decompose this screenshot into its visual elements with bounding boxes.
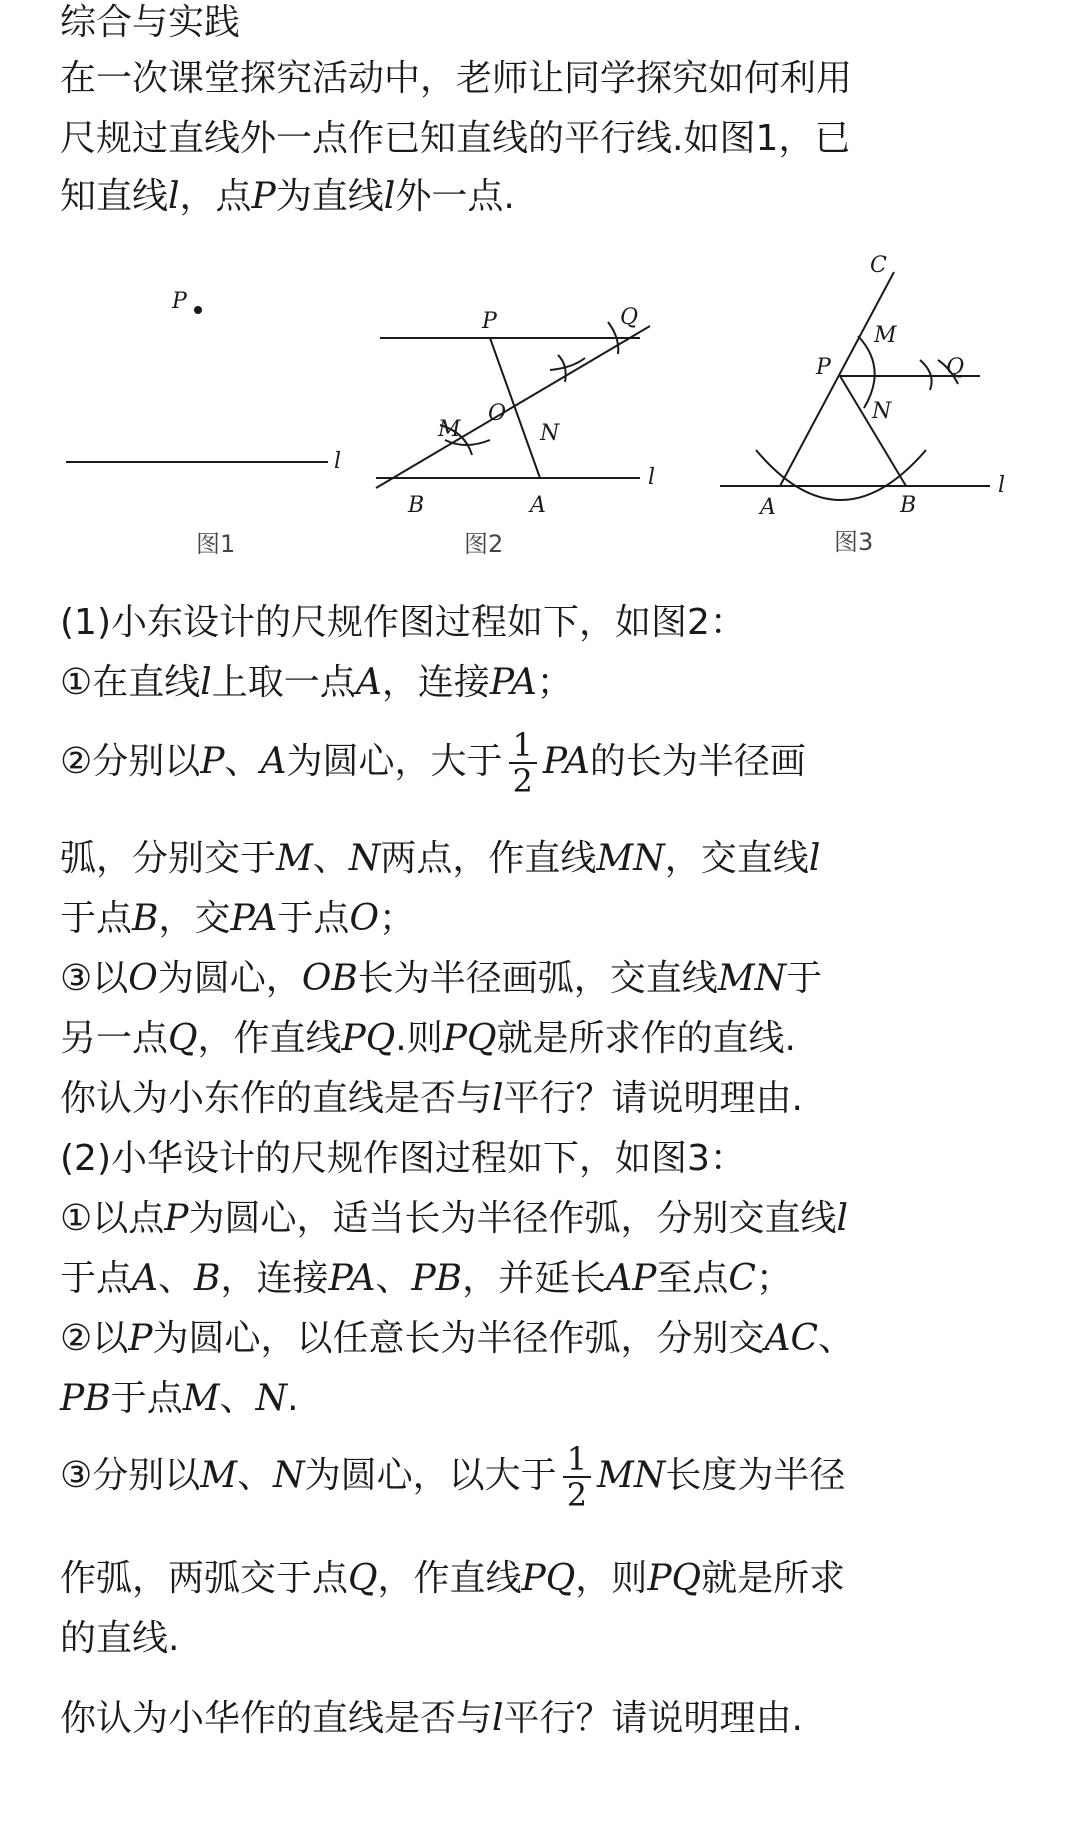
var-Q: Q (168, 1018, 198, 1059)
section-title: 综合与实践 (60, 2, 241, 43)
var-MN: MN (717, 958, 787, 999)
var-O: O (128, 958, 158, 999)
text: 于点 (110, 1378, 183, 1419)
var-AC: AC (764, 1318, 819, 1359)
text: 你认为小华作的直线是否与 (60, 1698, 493, 1739)
var-N: N (348, 838, 381, 879)
frac-num: 1 (563, 1442, 591, 1478)
text: ，交直线 (664, 838, 809, 879)
text: ，作直线 (377, 1558, 522, 1599)
var-P: P (251, 176, 276, 217)
var-AP: AP (606, 1258, 657, 1299)
text: 长为半径画弧，交直线 (357, 958, 718, 999)
part1-step3-line1 (60, 956, 822, 1002)
text: 就是所求作的直线. (496, 1018, 796, 1059)
fig3-label-B: B (900, 493, 917, 518)
text: ，作直线 (197, 1018, 342, 1059)
fig3-label-l: l (998, 473, 1006, 498)
var-PQ: PQ (442, 1018, 497, 1059)
text: 为直线 (275, 176, 384, 217)
fig3-arc-MN (858, 336, 875, 408)
text: 、 (219, 1378, 256, 1419)
var-l: l (836, 1198, 849, 1239)
part2-step1-line2 (60, 1256, 792, 1302)
part1-step2-line1 (60, 722, 806, 802)
part2-step3-line2 (60, 1556, 845, 1602)
fig2-label-l: l (648, 465, 656, 490)
text: ； (755, 1258, 792, 1299)
part2-question (60, 1696, 803, 1742)
text: ，点 (179, 176, 252, 217)
text: 、 (158, 1258, 195, 1299)
fig3-label-C: C (870, 253, 887, 278)
figure-3 (720, 272, 990, 500)
fig2-label-O: O (488, 401, 507, 426)
var-MN: MN (597, 1455, 666, 1496)
text: ，连接 (381, 662, 490, 703)
part2-heading: (2)小华设计的尺规作图过程如下，如图3： (60, 1138, 746, 1179)
text: ，并延长 (462, 1258, 607, 1299)
fig3-label-N: N (872, 399, 892, 424)
var-P: P (200, 741, 225, 782)
text: ①在直线 (60, 662, 201, 703)
fig2-caption: 图2 (464, 530, 504, 558)
fig1-label-P: P (172, 289, 187, 314)
fig3-label-A: A (760, 495, 776, 520)
text: 上取一点 (211, 662, 356, 703)
var-M: M (200, 1455, 238, 1496)
fraction-half (509, 728, 537, 798)
text: 为圆心，以任意长为半径作弧，分别交 (152, 1318, 765, 1359)
fig1-point-P (194, 306, 202, 314)
text: ； (536, 662, 573, 703)
fraction-half (563, 1442, 591, 1512)
fig3-label-Q: Q (946, 355, 965, 380)
text: 外一点. (395, 176, 515, 217)
var-l: l (808, 838, 821, 879)
var-l: l (200, 662, 212, 703)
text: 于点 (60, 898, 133, 939)
text: 、 (237, 1455, 274, 1496)
text: 、 (818, 1318, 855, 1359)
text: 为圆心，适当长为半径作弧，分别交直线 (188, 1198, 837, 1239)
text: 为圆心， (157, 958, 302, 999)
intro-line-3 (60, 174, 515, 220)
fig3-label-P: P (816, 355, 831, 380)
var-B: B (132, 898, 159, 939)
var-MN: MN (596, 838, 665, 879)
fig2-label-P: P (482, 309, 497, 334)
intro-line-2: 尺规过直线外一点作已知直线的平行线.如图1，已 (60, 118, 851, 159)
text: 弧，分别交于 (60, 838, 277, 879)
part2-step3-line1 (60, 1436, 845, 1516)
part1-step3-line2 (60, 1016, 796, 1062)
text: 知直线 (60, 176, 169, 217)
fig1-label-l: l (334, 449, 342, 474)
var-PQ: PQ (341, 1018, 396, 1059)
part2-step2-line1 (60, 1316, 854, 1362)
text: 两点，作直线 (380, 838, 597, 879)
text: .则 (395, 1018, 443, 1059)
var-P: P (128, 1318, 153, 1359)
figure-2 (376, 322, 650, 488)
fig2-label-N: N (540, 421, 560, 446)
text: 的长为半径画 (589, 741, 806, 782)
text: 另一点 (60, 1018, 169, 1059)
text: ，连接 (220, 1258, 329, 1299)
var-PA: PA (489, 662, 537, 703)
text: ②以 (60, 1318, 129, 1359)
figures-strip (0, 250, 1080, 570)
var-N: N (255, 1378, 288, 1419)
text: 、 (224, 741, 261, 782)
fig3-segment-PB (840, 376, 906, 486)
fig2-line-BQ (376, 326, 650, 488)
text: ，则 (575, 1558, 648, 1599)
fig3-caption: 图3 (834, 528, 874, 556)
text: 就是所求 (701, 1558, 846, 1599)
part1-step1 (60, 660, 573, 706)
text: 你认为小东作的直线是否与 (60, 1078, 493, 1119)
part1-step2-line2 (60, 836, 820, 882)
part2-step2-line2 (60, 1376, 299, 1422)
var-Q: Q (348, 1558, 378, 1599)
part1-step2-line3 (60, 896, 415, 942)
text: ③分别以 (60, 1455, 201, 1496)
text: ①以点 (60, 1198, 165, 1239)
part2-step3-line3: 的直线. (60, 1618, 180, 1659)
part2-step1-line1 (60, 1196, 848, 1242)
frac-den: 2 (566, 1476, 588, 1514)
fig1-caption: 图1 (196, 530, 236, 558)
text: 、 (375, 1258, 412, 1299)
var-A: A (132, 1258, 159, 1299)
part1-question (60, 1076, 803, 1122)
fig2-label-B: B (408, 493, 425, 518)
var-M: M (182, 1378, 220, 1419)
text: 为圆心，以大于 (304, 1455, 557, 1496)
frac-den: 2 (512, 762, 533, 800)
var-PB: PB (60, 1378, 111, 1419)
var-N: N (273, 1455, 305, 1496)
var-A: A (355, 662, 382, 703)
text: 平行？请说明理由. (503, 1698, 803, 1739)
var-P: P (164, 1198, 189, 1239)
var-M: M (276, 838, 313, 879)
var-A: A (260, 741, 287, 782)
text: 作弧，两弧交于点 (60, 1558, 349, 1599)
fig2-label-M: M (438, 417, 461, 442)
var-l: l (492, 1698, 504, 1739)
intro-line-1: 在一次课堂探究活动中，老师让同学探究如何利用 (60, 58, 853, 99)
var-OB: OB (301, 958, 358, 999)
text: 至点 (656, 1258, 729, 1299)
var-B: B (194, 1258, 221, 1299)
text: . (287, 1378, 299, 1419)
text: 、 (312, 838, 349, 879)
text: ②分别以 (60, 741, 201, 782)
var-l: l (383, 176, 396, 217)
fig2-label-Q: Q (620, 305, 639, 330)
text: 平行？请说明理由. (503, 1078, 803, 1119)
text: ③以 (60, 958, 129, 999)
frac-num: 1 (509, 728, 537, 764)
part1-heading: (1)小东设计的尺规作图过程如下，如图2： (60, 602, 746, 643)
var-l: l (492, 1078, 504, 1119)
fig3-line-AC (780, 272, 894, 486)
var-PA: PA (328, 1258, 376, 1299)
fig3-label-M: M (874, 323, 897, 348)
var-C: C (728, 1258, 756, 1299)
fig2-label-A: A (530, 493, 546, 518)
var-O: O (349, 898, 379, 939)
var-PA: PA (542, 741, 590, 782)
text: 为圆心，大于 (286, 741, 503, 782)
text: ； (378, 898, 415, 939)
text: 于点 (277, 898, 350, 939)
var-PQ: PQ (647, 1558, 702, 1599)
var-PB: PB (411, 1258, 463, 1299)
var-l: l (168, 176, 180, 217)
text: 于点 (60, 1258, 133, 1299)
text: ，交 (158, 898, 231, 939)
var-PA: PA (230, 898, 278, 939)
var-PQ: PQ (521, 1558, 576, 1599)
text: 于 (786, 958, 823, 999)
text: 长度为半径 (665, 1455, 846, 1496)
